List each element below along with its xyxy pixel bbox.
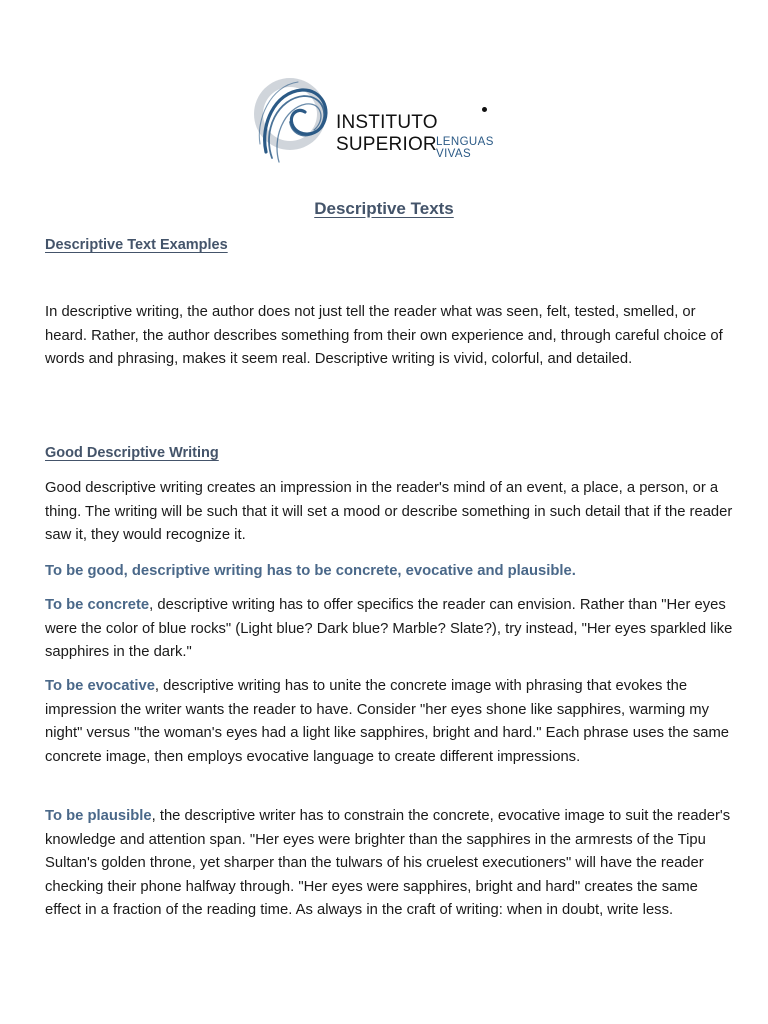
- concrete-lead: To be concrete: [45, 597, 150, 613]
- org-name: INSTITUTO SUPERIOR: [336, 112, 438, 155]
- concrete-paragraph: [45, 594, 735, 665]
- evocative-lead: To be evocative: [45, 678, 155, 694]
- plausible-lead: To be plausible: [45, 808, 152, 824]
- evocative-text: , descriptive writing has to unite the concrete image with phrasing that evokes the impression the writer wants the reader to have. Consider "her eyes shone like sapphires, warming my night" versus "the woman's eyes had a light like sapphires, bright and hard." Each phrase uses the same concrete image, then employs evocative language to create different impressions.: [45, 678, 730, 765]
- concrete-text: , descriptive writing has to offer specifics the reader can envision. Rather than "Her eyes were the color of blue rocks" (Light blue? Dark blue? Marble? Slate?), try instead, "Her eyes sparkled like sapphires in the dark.": [45, 597, 733, 661]
- to-be-good-statement: To be good, descriptive writing has to be concrete, evocative and plausible.: [45, 563, 576, 579]
- plausible-paragraph: [45, 805, 735, 923]
- institution-logo: [252, 74, 522, 174]
- good-writing-paragraph: Good descriptive writing creates an impression in the reader's mind of an event, a place, a person, or a thing. The writing will be such that it will set a mood or describe something in such detail that if the reader saw it, they would recognize it.: [45, 480, 733, 544]
- heading-good-writing: Good Descriptive Writing: [45, 445, 219, 461]
- evocative-paragraph: [45, 675, 735, 769]
- intro-paragraph: In descriptive writing, the author does not just tell the reader what was seen, felt, tested, smelled, or heard. Rather, the author describes something from their own experience and, through careful choice of words and phrasing, makes it seem real. Descriptive writing is vivid, colorful, and detailed.: [45, 304, 723, 368]
- swirl-logo-icon: [252, 74, 332, 174]
- org-subtitle: LENGUAS VIVAS: [436, 136, 494, 160]
- heading-examples: Descriptive Text Examples: [45, 237, 228, 253]
- document-title: Descriptive Texts: [314, 199, 454, 218]
- plausible-text: , the descriptive writer has to constrain the concrete, evocative image to suit the reader's knowledge and attention span. "Her eyes were brighter than the sapphires in the armrests of the Tipu Sultan's golden throne, yet sharper than the tulwars of his cruelest executioners" will have the reader checking their phone halfway through. "Her eyes were sapphires, bright and hard" creates the same effect in a fraction of the reading time. As always in the craft of writing: when in doubt, write less.: [45, 808, 731, 919]
